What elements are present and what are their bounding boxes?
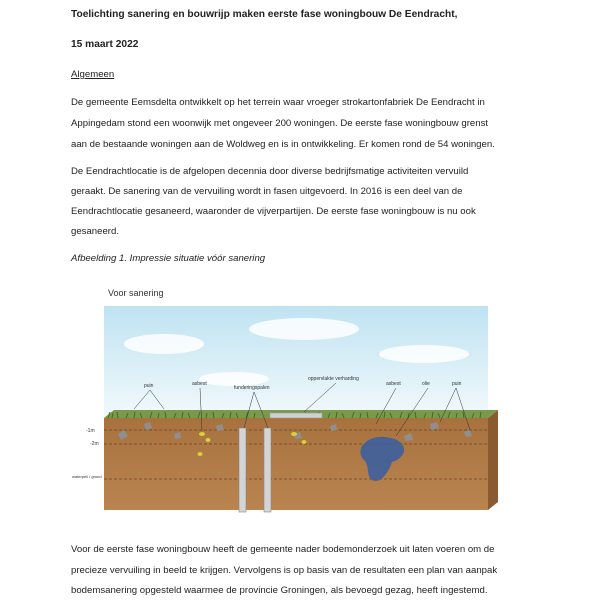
paragraph-line: Eendrachtlocatie gesaneerd, waaronder de vijverpartijen. De eerste fase woningbouw is nu ook (71, 206, 476, 217)
paragraph-line: De Eendrachtlocatie is de afgelopen decennia door diverse bedrijfsmatige activiteiten vervuild (71, 166, 469, 177)
label-funderingspalen: funderingspalen (234, 385, 270, 391)
label-asbest: asbest (386, 381, 401, 387)
paragraph-line: De gemeente Eemsdelta ontwikkelt op het terrein waar vroeger strokartonfabriek De Eendracht in (71, 97, 485, 108)
label-puin: puin (452, 381, 462, 387)
depth-label: -1m (86, 428, 95, 434)
paragraph-line: geraakt. De sanering van de vervuiling wordt in fasen uitgevoerd. In 2016 is een deel van de (71, 186, 463, 197)
figure-caption: Afbeelding 1. Impressie situatie vóór sanering (71, 253, 266, 264)
soil-layer (104, 418, 488, 510)
depth-label: -2m (90, 441, 99, 447)
figure-title: Voor sanering (108, 288, 164, 298)
document-date: 15 maart 2022 (71, 39, 139, 50)
label-verharding: oppervlakte verharding (308, 376, 359, 382)
groundwater-label: waterpeil / grond (72, 474, 102, 479)
pavement (270, 413, 322, 418)
soil-impression-figure (72, 284, 498, 516)
label-asbest: asbest (192, 381, 207, 387)
label-olie: olie (422, 381, 430, 387)
document-title: Toelichting sanering en bouwrijp maken eerste fase woningbouw De Eendracht, (71, 9, 458, 20)
paragraph-line: gesaneerd. (71, 226, 120, 237)
section-heading: Algemeen (71, 69, 115, 80)
paragraph-line: precieze vervuiling in beeld te krijgen. Vervolgens is op basis van de resultaten een plan van aanpak (71, 565, 498, 576)
foundation-pile (264, 428, 271, 512)
foundation-pile (239, 428, 246, 512)
soil-side (488, 410, 498, 510)
paragraph-line: Appingedam stond een woonwijk met ongeveer 200 woningen. De eerste fase woningbouw grenst (71, 118, 489, 129)
paragraph-line: Voor de eerste fase woningbouw heeft de gemeente nader bodemonderzoek uit laten voeren om de (71, 544, 495, 555)
label-puin: puin (144, 383, 154, 389)
paragraph-line: aan de bestaande woningen aan de Woldweg en is in ontwikkeling. Er komen rond de 54 woningen. (71, 139, 495, 150)
paragraph-line: bodemsanering opgesteld waarmee de provincie Groningen, als bevoegd gezag, heeft ingestemd. (71, 585, 488, 596)
